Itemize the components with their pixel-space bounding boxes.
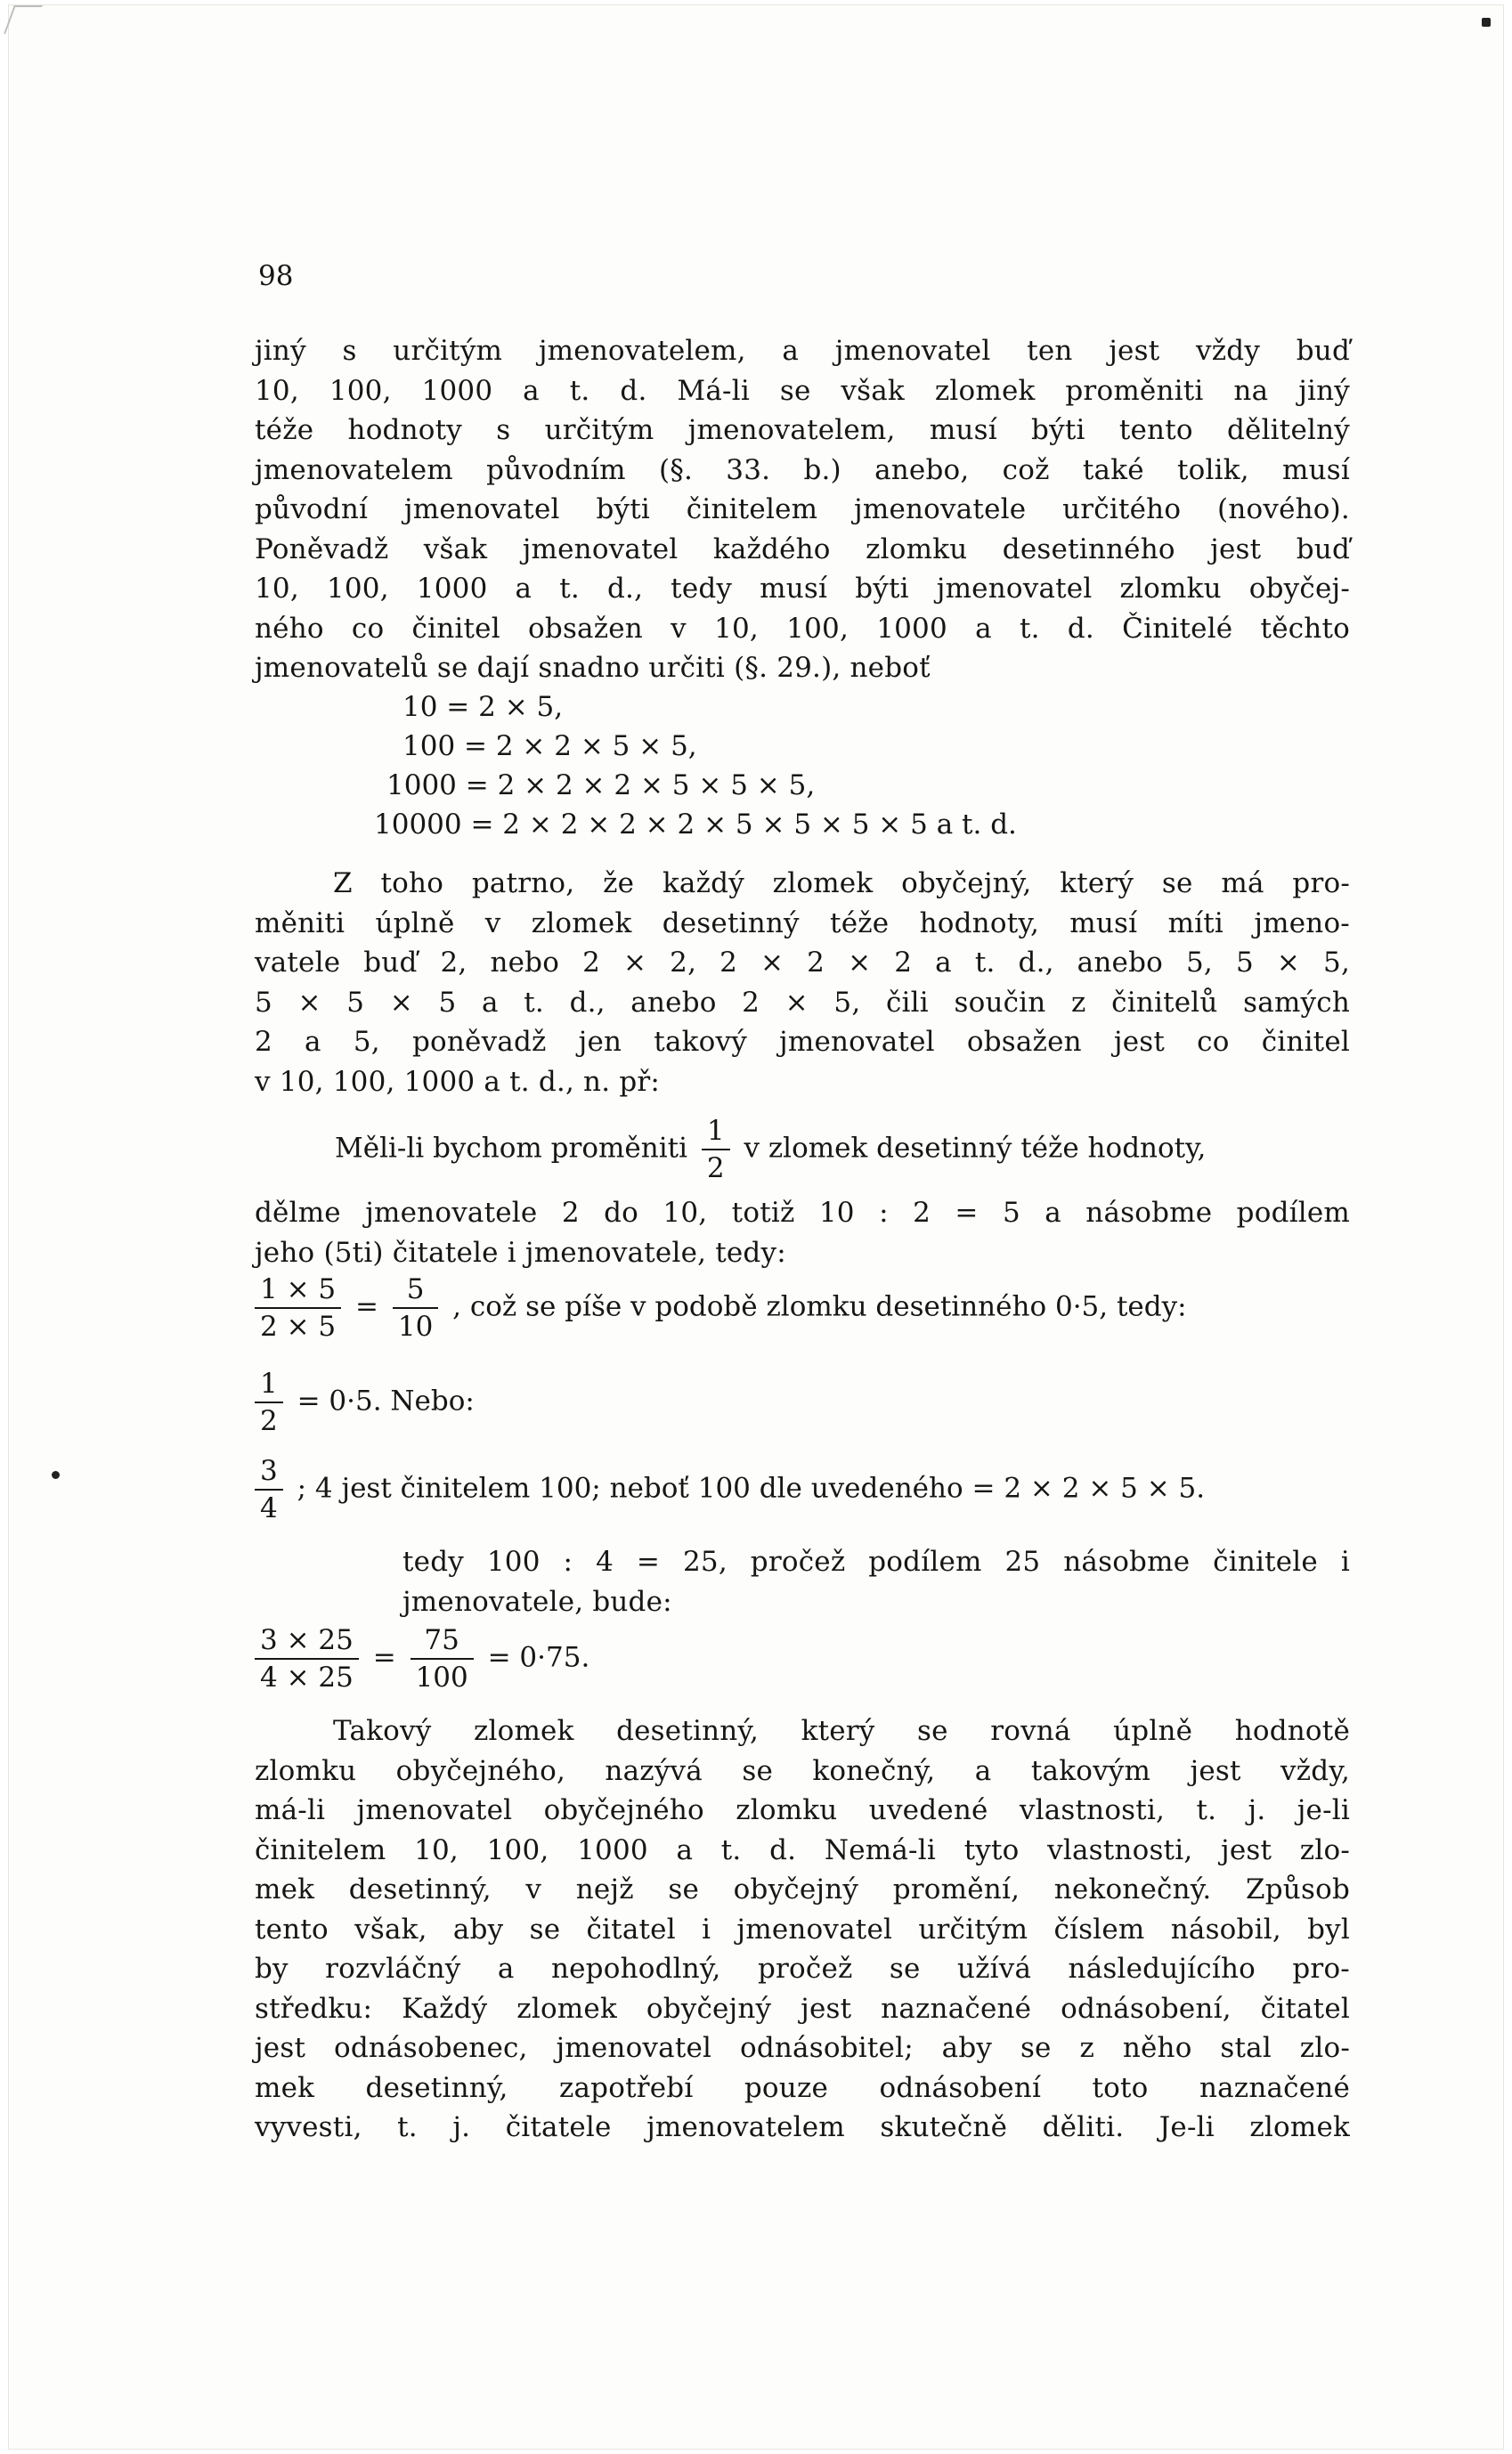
calculation-2 [255,1366,475,1439]
fraction-one-half [255,1366,283,1439]
paragraph-3 [255,1193,1350,1272]
fraction-result [393,1272,438,1345]
text-line: původní jmenovatel býti činitelem jmenovatele určitého (nového). [255,493,1350,525]
fraction-numerator: 3 × 25 [255,1622,359,1660]
paragraph-4 [402,1542,1350,1621]
margin-dot [52,1471,60,1479]
paragraph-2 [255,864,1350,1101]
text-line: dělme jmenovatele 2 do 10, totiž 10 : 2 = 5 a násobme podílem [255,1197,1350,1229]
factorization-10: 10 = 2 × 5, [402,691,564,723]
fraction-denominator: 4 [260,1492,278,1524]
text-line: by rozvláčný a nepohodlný, pročež se užívá následujícího pro- [255,1953,1350,1985]
equals-sign: = [372,1641,396,1674]
text-line: 2 a 5, poněvadž jen takový jmenovatel obsažen jest co činitel [255,1026,1350,1058]
fraction-numerator: 75 [411,1622,474,1660]
text-line: vyvesti, t. j. čitatele jmenovatelem skutečně děliti. Je-li zlomek [255,2111,1350,2143]
text-line: mek desetinný, zapotřebí pouze odnásobení toto naznačené [255,2071,1350,2104]
fraction-three-quarters [255,1453,283,1526]
calculation-text: , což se píše v podobě zlomku desetinného 0·5, tedy: [452,1290,1187,1323]
fraction-result [411,1622,474,1695]
text-line: 10, 100, 1000 a t. d. Má-li se však zlomek proměniti na jiný [255,374,1350,407]
fraction-product [255,1622,359,1695]
text-line: vatele buď 2, nebo 2 × 2, 2 × 2 × 2 a t. d., anebo 5, 5 × 5, [255,947,1350,979]
text-line: ného co činitel obsažen v 10, 100, 1000 a t. d. Činitelé těchto [255,612,1350,645]
text-line: jmenovatelem původním (§. 33. b.) anebo, což také tolik, musí [255,453,1350,486]
equals-sign: = [355,1290,378,1323]
fraction-denominator: 2 [706,1152,725,1184]
fraction-numerator: 3 [255,1453,283,1491]
calculation-1 [255,1272,1187,1345]
text-line: měniti úplně v zlomek desetinný téže hodnoty, musí míti jmeno- [255,906,1350,939]
text-line: 5 × 5 × 5 a t. d., anebo 2 × 5, čili součin z činitelů samých [255,986,1350,1019]
text-line: téže hodnoty s určitým jmenovatelem, musí býti tento dělitelný [255,414,1350,446]
fraction-one-half [702,1113,730,1186]
text-line: tento však, aby se čitatel i jmenovatel určitým číslem násobil, byl [255,1913,1350,1946]
text-line: Z toho patrno, že každý zlomek obyčejný, který se má pro- [333,867,1350,899]
fraction-numerator: 5 [393,1272,438,1309]
fraction-numerator: 1 [255,1366,283,1403]
text-line: činitelem 10, 100, 1000 a t. d. Nemá-li tyto vlastnosti, jest zlo- [255,1833,1350,1866]
fraction-denominator: 2 × 5 [260,1311,337,1343]
text-line: v 10, 100, 1000 a t. d., n. př: [255,1065,661,1098]
text-line: 10, 100, 1000 a t. d., tedy musí býti jmenovatel zlomku obyčej- [255,573,1350,605]
example-lead: Měli-li bychom proměniti [335,1132,687,1165]
text-line: Takový zlomek desetinný, který se rovná úplně hodnotě [333,1715,1350,1747]
text-line: jeho (5ti) čitatele i jmenovatele, tedy: [255,1236,786,1269]
text-line: má-li jmenovatel obyčejného zlomku uvedené vlastnosti, t. j. je-li [255,1794,1350,1826]
text-line: mek desetinný, v nejž se obyčejný promění, nekonečný. Způsob [255,1873,1350,1906]
fraction-numerator: 1 × 5 [255,1272,341,1309]
scan-speck [1482,18,1491,27]
fraction-denominator: 4 × 25 [260,1662,354,1694]
text-line: tedy 100 : 4 = 25, pročež podílem 25 násobme činitele i [402,1546,1350,1578]
paragraph-5 [255,1711,1350,2148]
text-line: jiný s určitým jmenovatelem, a jmenovatel ten jest vždy buď [255,335,1350,367]
calculation-3 [255,1453,1205,1526]
text-line: jmenovatelů se dají snadno určiti (§. 29.), neboť [255,652,931,684]
factorization-1000: 1000 = 2 × 2 × 2 × 5 × 5 × 5, [386,769,816,801]
page-corner-mark [4,5,43,34]
fraction-numerator: 1 [702,1113,730,1150]
factorization-100: 100 = 2 × 2 × 5 × 5, [402,730,697,762]
example-line [335,1113,1206,1186]
text-line: jmenovatele, bude: [402,1585,672,1618]
example-trail: v zlomek desetinný téže hodnoty, [744,1132,1207,1165]
calculation-text: = 0·75. [487,1641,590,1674]
fraction-denominator: 100 [415,1662,468,1694]
calculation-4 [255,1622,589,1695]
fraction-denominator: 2 [260,1405,278,1437]
calculation-text: ; 4 jest činitelem 100; neboť 100 dle uvedeného = 2 × 2 × 5 × 5. [297,1472,1206,1505]
paragraph-1 [255,331,1350,688]
fraction-product [255,1272,341,1345]
factorization-10000: 10000 = 2 × 2 × 2 × 2 × 5 × 5 × 5 × 5 a t. d. [374,809,1017,841]
calculation-text: = 0·5. Nebo: [297,1385,475,1418]
text-line: jest odnásobenec, jmenovatel odnásobitel; aby se z něho stal zlo- [255,2032,1350,2064]
text-line: Poněvadž však jmenovatel každého zlomku desetinného jest buď [255,532,1350,565]
page-number: 98 [258,260,294,292]
fraction-denominator: 10 [397,1311,434,1343]
text-line: středku: Každý zlomek obyčejný jest naznačené odnásobení, čitatel [255,1992,1350,2025]
text-line: zlomku obyčejného, nazývá se konečný, a takovým jest vždy, [255,1754,1350,1787]
